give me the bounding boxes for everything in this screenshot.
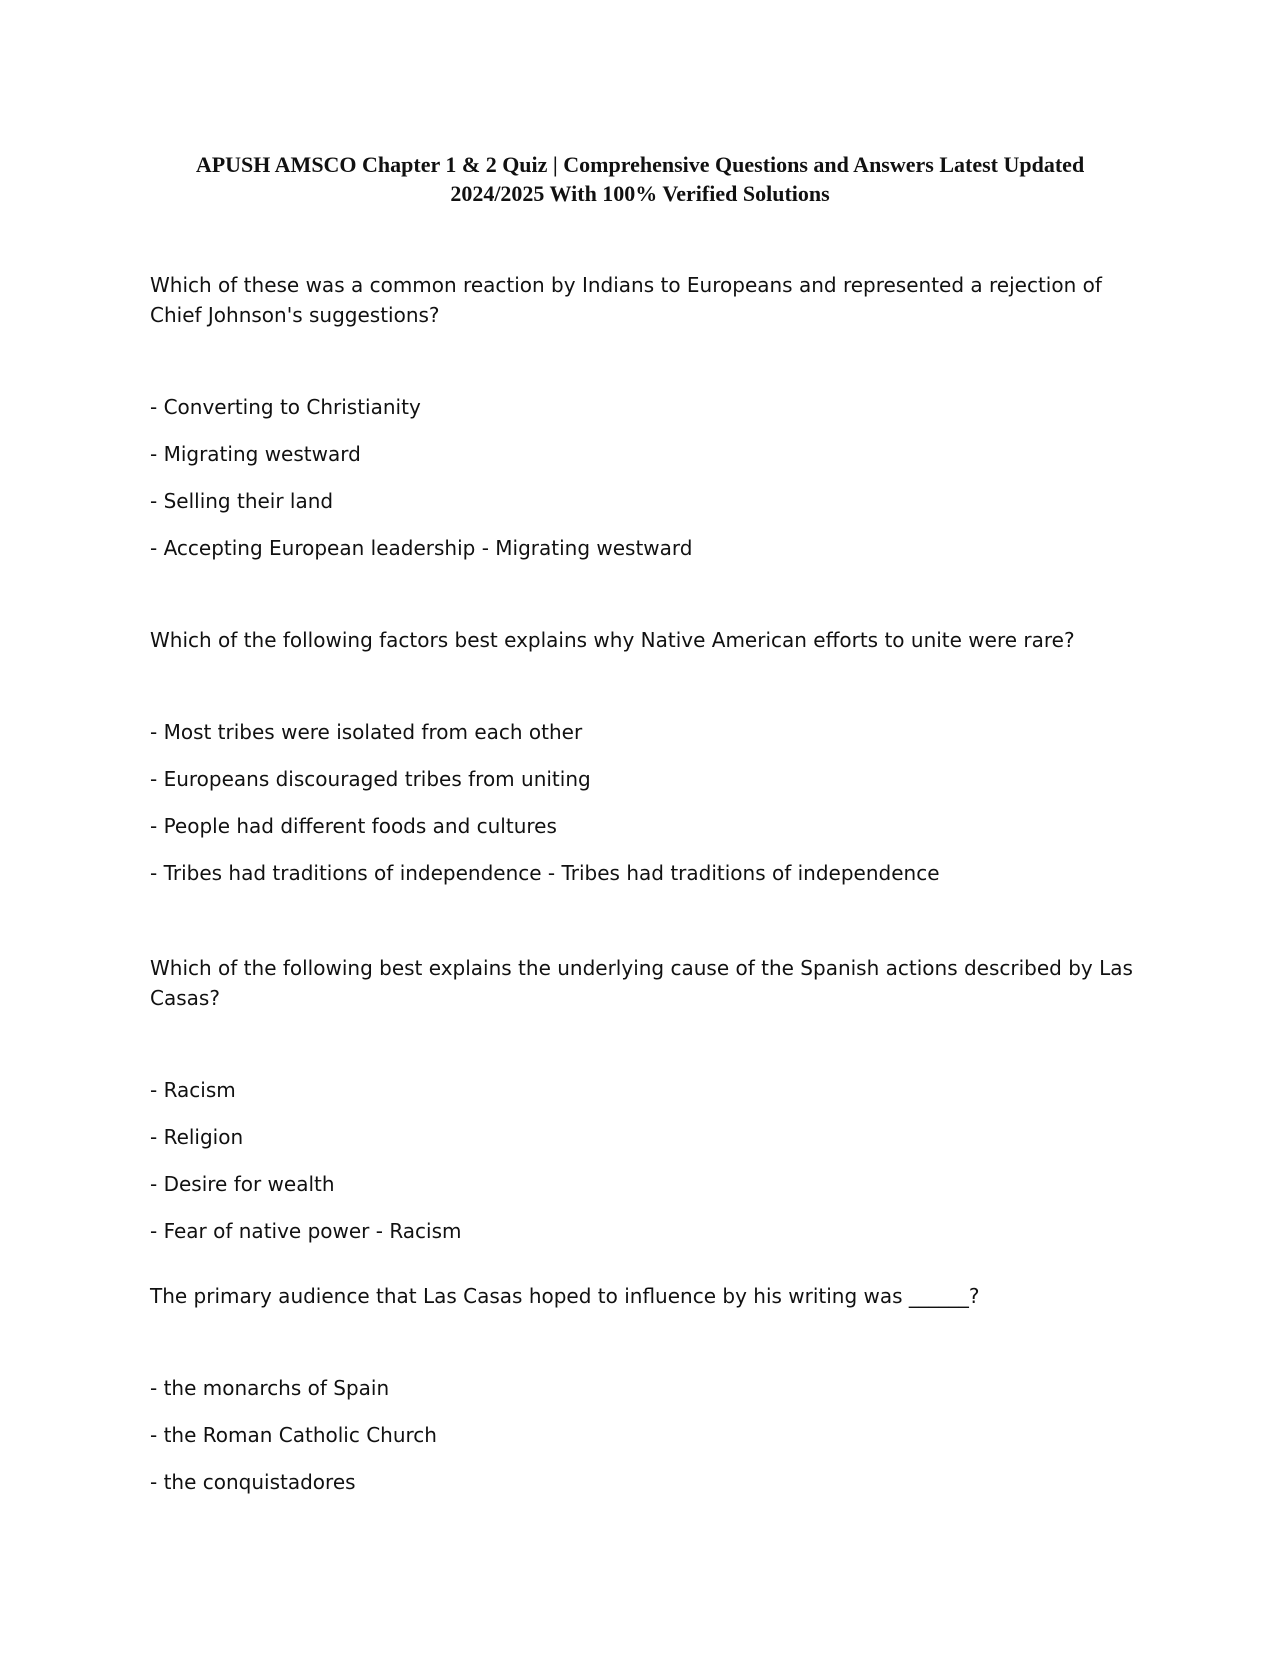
- document-title-line-1: APUSH AMSCO Chapter 1 & 2 Quiz | Comprehensive Questions and Answers Latest Updated: [195, 152, 1085, 177]
- question-text: Which of these was a common reaction by Indians to Europeans and represented a rejection of Chief Johnson's suggestions?: [150, 273, 1102, 327]
- answer-option: - Racism: [150, 1078, 236, 1102]
- question-block-1: [150, 270, 1150, 580]
- answer-option: - Accepting European leadership - Migrating westward: [150, 536, 693, 560]
- answer-option: - Converting to Christianity: [150, 395, 421, 419]
- question-text: Which of the following best explains the underlying cause of the Spanish actions described by Las Casas?: [150, 956, 1133, 1010]
- answer-option: - Religion: [150, 1125, 244, 1149]
- question-text: The primary audience that Las Casas hoped to influence by his writing was ______?: [150, 1284, 980, 1308]
- answer-options: [150, 392, 1150, 580]
- document-title-line-2: 2024/2025 With 100% Verified Solutions: [450, 181, 830, 206]
- answer-options: [150, 1373, 1150, 1514]
- answer-option: - Most tribes were isolated from each other: [150, 720, 583, 744]
- answer-options: [150, 1075, 1150, 1263]
- answer-option: - Europeans discouraged tribes from uniting: [150, 767, 591, 791]
- answer-options: [150, 717, 1150, 905]
- answer-option: - People had different foods and cultures: [150, 814, 557, 838]
- answer-option: - the conquistadores: [150, 1470, 356, 1494]
- answer-option: - Selling their land: [150, 489, 334, 513]
- answer-option: - the monarchs of Spain: [150, 1376, 390, 1400]
- answer-option: - Desire for wealth: [150, 1172, 335, 1196]
- question-block-4: [150, 1281, 1150, 1514]
- answer-option: - Migrating westward: [150, 442, 361, 466]
- answer-option: - Fear of native power - Racism: [150, 1219, 462, 1243]
- document-title: [150, 150, 1130, 208]
- question-block-2: [150, 625, 1150, 905]
- question-block-3: [150, 953, 1150, 1263]
- answer-option: - the Roman Catholic Church: [150, 1423, 437, 1447]
- answer-option: - Tribes had traditions of independence - Tribes had traditions of independence: [150, 861, 940, 885]
- question-text: Which of the following factors best explains why Native American efforts to unite were rare?: [150, 628, 1075, 652]
